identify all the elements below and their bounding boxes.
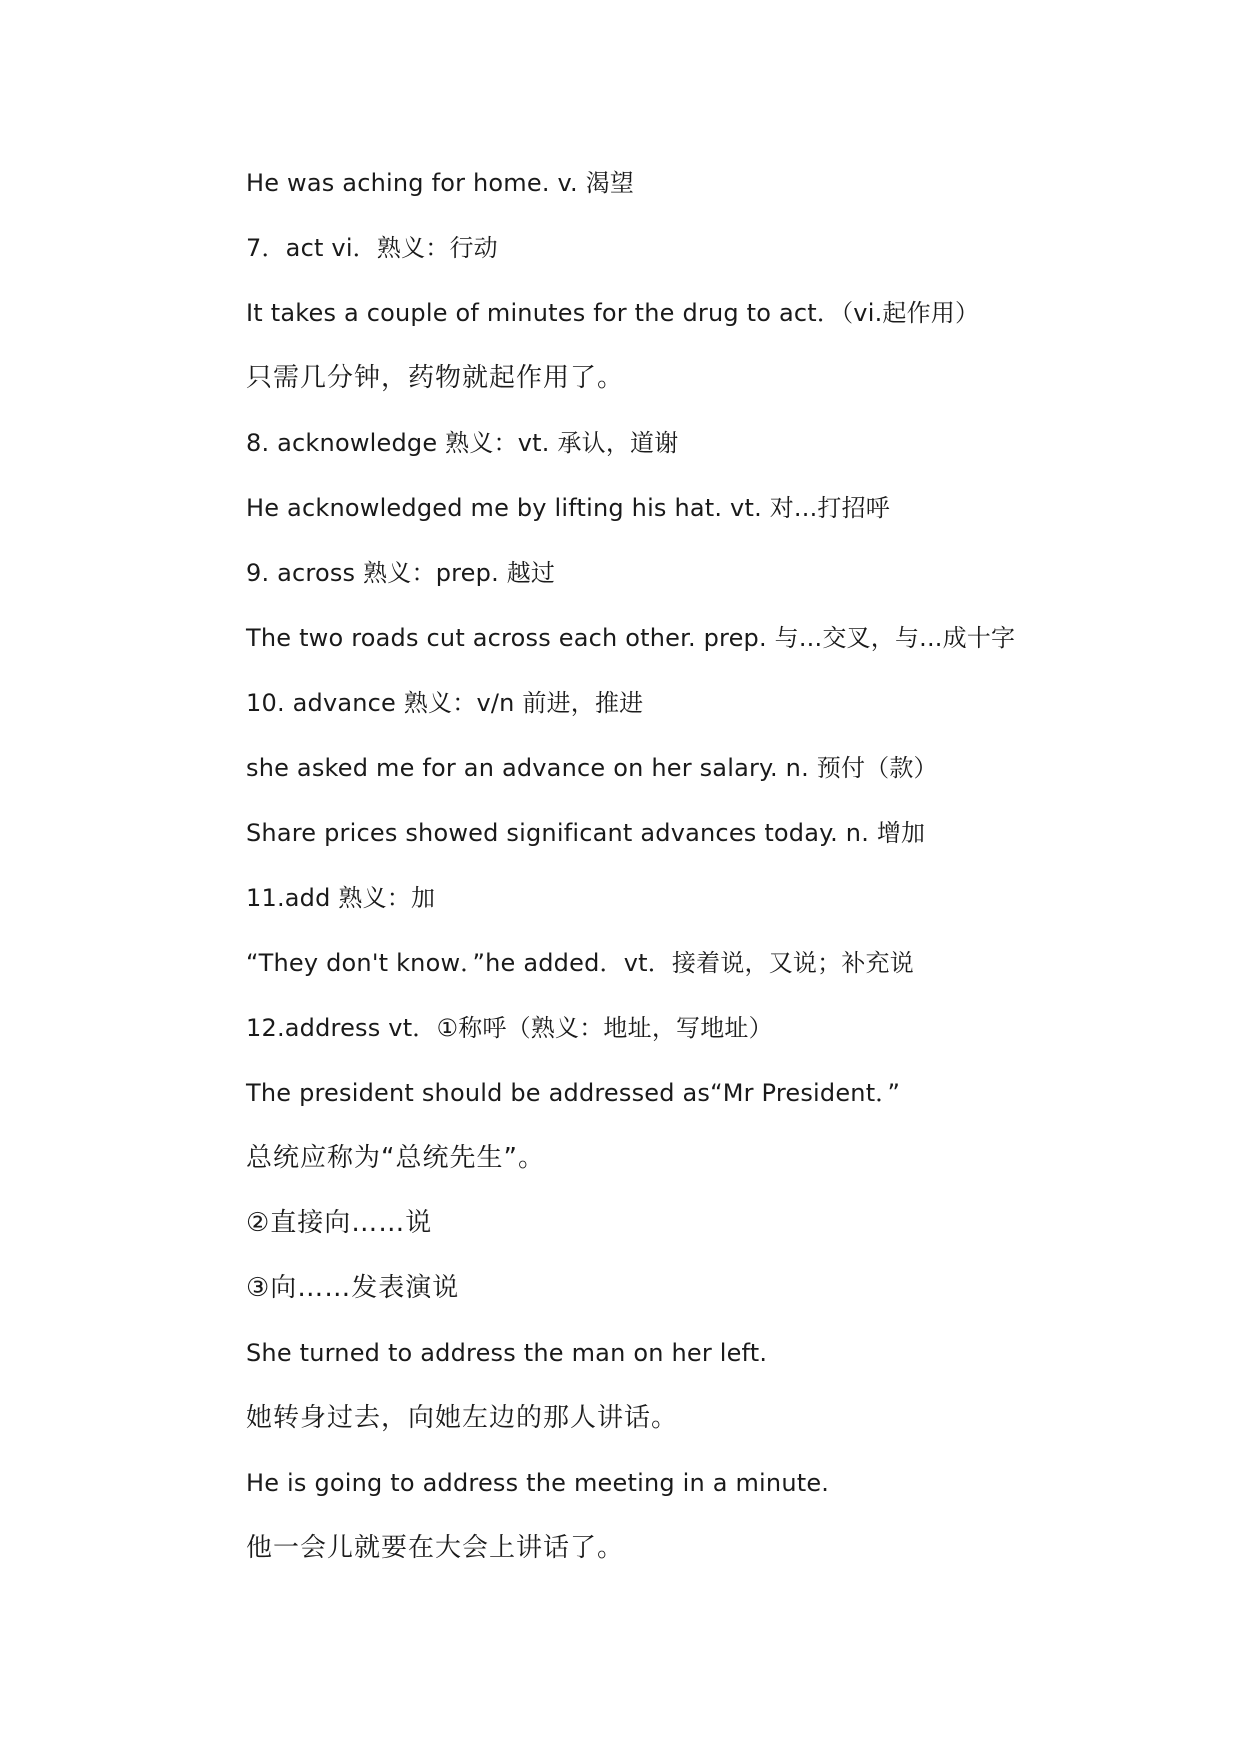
document-body (246, 160, 1146, 1590)
example-sentence: The two roads cut across each other. prep. 与...交叉，与...成十字 (246, 624, 1016, 652)
vocab-entry-address: 12.address vt．①称呼（熟义：地址，写地址） (246, 1014, 773, 1042)
example-sentence: she asked me for an advance on her salary. n. 预付（款） (246, 754, 938, 782)
example-sentence: “They don't know．”he added．vt．接着说，又说；补充说 (246, 949, 914, 977)
sense-item: ③向……发表演说 (246, 1273, 460, 1303)
translation: 他一会儿就要在大会上讲话了。 (246, 1533, 625, 1563)
translation: 只需几分钟，药物就起作用了。 (246, 363, 625, 393)
vocab-entry-act: 7．act vi．熟义：行动 (246, 234, 498, 262)
example-sentence: He is going to address the meeting in a minute. (246, 1469, 830, 1497)
vocab-entry-across: 9. across 熟义：prep. 越过 (246, 559, 556, 587)
translation: 她转身过去，向她左边的那人讲话。 (246, 1403, 679, 1433)
translation: 总统应称为“总统先生”。 (246, 1143, 545, 1173)
vocab-entry-advance: 10. advance 熟义：v/n 前进，推进 (246, 689, 644, 717)
example-sentence: The president should be addressed as“Mr President．” (246, 1079, 901, 1107)
example-sentence: She turned to address the man on her left. (246, 1339, 768, 1367)
vocab-entry-add: 11.add 熟义：加 (246, 884, 436, 912)
example-sentence: It takes a couple of minutes for the drug to act．（vi.起作用） (246, 299, 980, 327)
example-sentence: Share prices showed significant advances today. n. 增加 (246, 819, 926, 847)
vocab-entry-acknowledge: 8. acknowledge 熟义：vt. 承认，道谢 (246, 429, 679, 457)
sense-item: ②直接向……说 (246, 1208, 433, 1238)
example-sentence: He acknowledged me by lifting his hat. vt. 对...打招呼 (246, 494, 891, 522)
example-sentence: He was aching for home. v. 渴望 (246, 169, 635, 197)
